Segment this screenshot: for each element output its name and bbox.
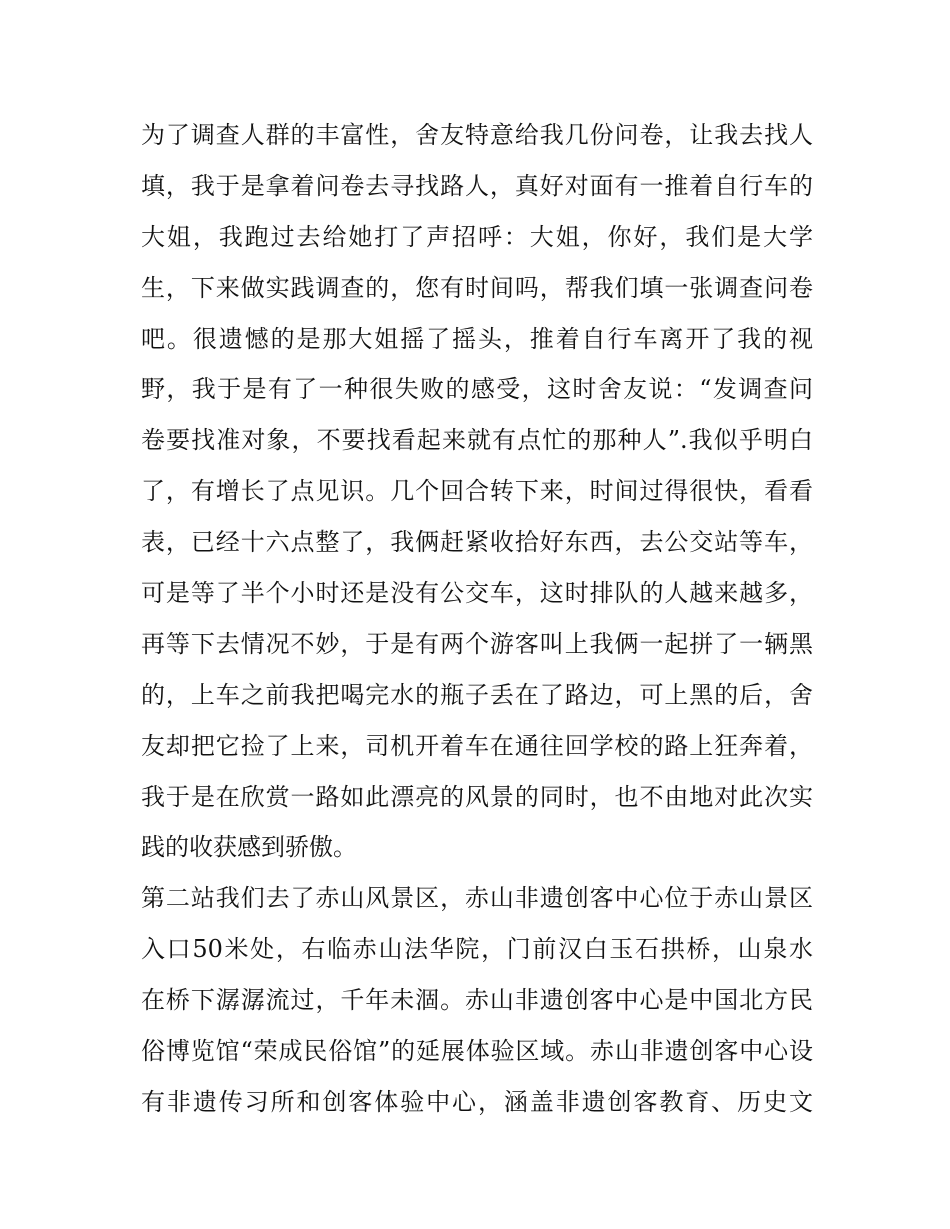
text-line: 入口50米处，右临赤山法华院，门前汉白玉石拱桥，山泉水 <box>141 935 813 964</box>
text-line: 有非遗传习所和创客体验中心，涵盖非遗创客教育、历史文 <box>141 1087 813 1116</box>
text-line: 大姐，我跑过去给她打了声招呼：大姐，你好，我们是大学 <box>141 222 813 251</box>
text-line: 填，我于是拿着问卷去寻找路人，真好对面有一推着自行车的 <box>141 171 813 200</box>
text-line: 卷要找准对象，不要找看起来就有点忙的那种人”.我似乎明白 <box>141 426 813 455</box>
text-line: 吧。很遗憾的是那大姐摇了摇头，推着自行车离开了我的视 <box>141 324 813 353</box>
text-line: 友却把它捡了上来，司机开着车在通往回学校的路上狂奔着， <box>141 731 813 760</box>
text-line: 的，上车之前我把喝完水的瓶子丢在了路边，可上黑的后，舍 <box>141 680 813 709</box>
text-line: 野，我于是有了一种很失败的感受，这时舍友说：“发调查问 <box>141 375 813 404</box>
text-line: 我于是在欣赏一路如此漂亮的风景的同时，也不由地对此次实 <box>141 782 813 811</box>
text-line: 在桥下潺潺流过，千年未涸。赤山非遗创客中心是中国北方民 <box>141 986 813 1015</box>
text-line: 俗博览馆“荣成民俗馆”的延展体验区域。赤山非遗创客中心设 <box>141 1037 813 1066</box>
text-line: 表，已经十六点整了，我俩赶紧收拾好东西，去公交站等车， <box>141 528 813 557</box>
text-line: 第二站我们去了赤山风景区，赤山非遗创客中心位于赤山景区 <box>141 884 813 913</box>
text-line: 践的收获感到骄傲。 <box>141 833 357 862</box>
body-text <box>141 110 813 1128</box>
text-line: 再等下去情况不妙，于是有两个游客叫上我俩一起拼了一辆黑 <box>141 629 813 658</box>
text-line: 为了调查人群的丰富性，舍友特意给我几份问卷，让我去找人 <box>141 121 813 149</box>
text-line: 生，下来做实践调查的，您有时间吗，帮我们填一张调查问卷 <box>141 273 813 302</box>
text-line: 可是等了半个小时还是没有公交车，这时排队的人越来越多， <box>141 579 813 608</box>
text-line: 了，有增长了点见识。几个回合转下来，时间过得很快，看看 <box>141 477 813 506</box>
